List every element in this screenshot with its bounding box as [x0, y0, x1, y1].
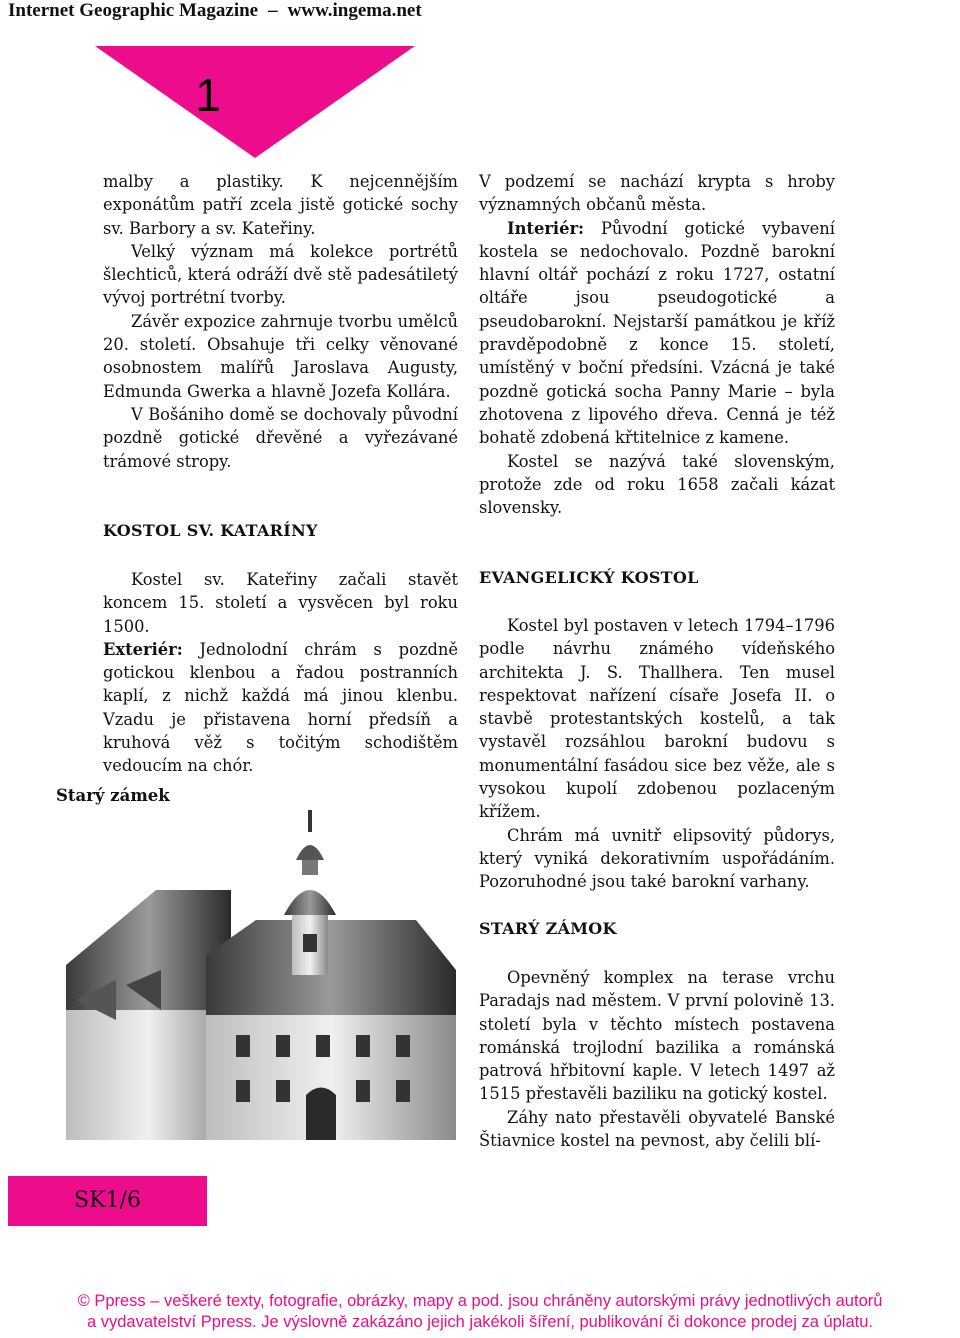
paragraph-body: Původní gotické vybavení kostela se nedochovalo. Pozdně barokní hlavní oltář pochází z roku 1727, ostatní oltáře jsou pseudogotické a pseudobarokní. Nejstarší památkou je kříž pravděpodobně z konce 15. století, umístěný v boční předsíni. Vzácná je také pozdně gotická socha Panny Marie – byla zhotovena z lipového dřeva. Cenná je též bohatě zdobená křtitelnice z kamene. [479, 218, 835, 448]
castle-illustration [56, 810, 462, 1152]
section-heading-evangelicky-kostol: EVANGELICKÝ KOSTOL [479, 568, 699, 587]
section-heading-stary-zamok: STARÝ ZÁMOK [479, 919, 617, 938]
footer-copyright-line-1: © Ppress – veškeré texty, fotografie, obrázky, mapy a pod. jsou chráněny autorskými právy jednotlivých autorů [77, 1292, 883, 1310]
paragraph: Opevněný komplex na terase vrchu Paradajs nad městem. V první polovině 13. století byla v těchto místech postavena románská trojlodní bazilika a románská patrová hřbitovní kaple. V letech 1497 až 1515 přestavěli baziliku na gotický kostel. [479, 968, 835, 1104]
paragraph: V podzemí se nachází krypta s hroby významných občanů města. [479, 172, 835, 215]
page-tag: SK1/6 [8, 1176, 207, 1226]
magazine-url: www.ingema.net [287, 0, 422, 21]
left-column-text [103, 170, 458, 473]
footer-copyright-line-2: a vydavatelství Ppress. Je výslovně zakázáno jejich jakékoli šíření, publikování či dokonce prodej za úplatu. [86, 1313, 873, 1331]
label-exterier: Exteriér: [103, 639, 183, 659]
right-column-text [479, 170, 835, 519]
paragraph: V Bošániho domě se dochovaly původní pozdně gotické dřevěné a vyřezávané trámové stropy. [103, 404, 458, 471]
paragraph: Záhy nato přestavěli obyvatelé Banské Štiavnice kostel na pevnost, aby čelili blí- [479, 1107, 835, 1151]
paragraph: Velký význam má kolekce portrétů šlechticů, která odráží dvě stě padesátiletý vývoj portrétní tvorby. [103, 241, 458, 308]
page-number: 1 [195, 69, 221, 121]
right-column-text-2 [479, 614, 835, 894]
main-building [206, 920, 456, 1140]
paragraph: Kostel sv. Kateřiny začali stavět koncem 15. století a vysvěcen byl roku 1500. [103, 570, 458, 636]
paragraph [479, 217, 835, 450]
image-caption: Starý zámek [56, 786, 170, 805]
paragraph [103, 638, 458, 778]
paragraph-body: Jednolodní chrám s pozdně gotickou klenbou a řadou postranních kaplí, z nichž každá má jinou klenbu. Vzadu je přistavena horní předsíň a kruhová věž s točitým schodištěm vedoucím na chór. [103, 639, 458, 776]
paragraph: Kostel byl postaven v letech 1794–1796 podle návrhu známého vídeňského architekta J. S. Thallhera. Ten musel respektovat nařízení císaře Josefa II. o stavbě protestantských kostelů, a tak vystavěl rozsáhlou barokní budovu s monumentální fasádou sice bez věže, ale s vysokou kupolí zdobenou pozlaceným křížem. [479, 616, 835, 822]
header-separator: – [268, 0, 278, 21]
page-number-triangle [95, 46, 415, 158]
magazine-title: Internet Geographic Magazine [8, 0, 259, 21]
paragraph: Chrám má uvnitř elipsovitý půdorys, který vyniká dekorativním uspořádáním. Pozoruhodné jsou také barokní varhany. [479, 825, 835, 892]
magazine-header [8, 0, 422, 22]
label-interier: Interiér: [507, 218, 585, 238]
right-column-text-3 [479, 966, 835, 1152]
left-column-text-2 [103, 568, 458, 778]
paragraph: Závěr expozice zahrnuje tvorbu umělců 20. století. Obsahuje tři celky věnované osobnostem malířů Jaroslava Augusty, Edmunda Gwerka a hlavně Jozefa Kollára. [103, 311, 458, 401]
paragraph: Kostel se nazývá také slovenským, protože zde od roku 1658 začali kázat slovensky. [479, 451, 835, 518]
section-heading-kostol-sv-kataríny: KOSTOL SV. KATARÍNY [103, 521, 318, 540]
paragraph: malby a plastiky. K nejcennějším exponátům patří zcela jistě gotické sochy sv. Barbory a sv. Kateřiny. [103, 172, 458, 238]
